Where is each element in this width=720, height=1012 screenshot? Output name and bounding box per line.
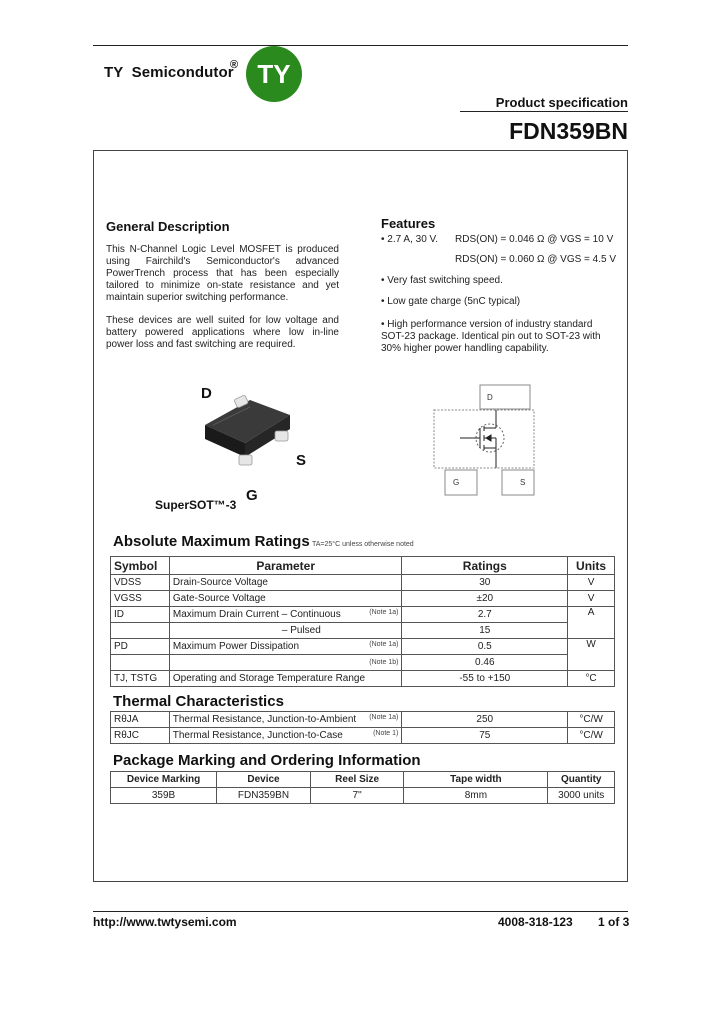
rating-cell: 2.7 <box>402 607 568 623</box>
rating-cell: 0.46 <box>402 655 568 671</box>
logo-text: TY <box>257 59 291 89</box>
note-ref: (Note 1a) <box>369 641 399 648</box>
schematic-gate-box <box>445 470 477 495</box>
table-row <box>111 591 615 607</box>
pin-label-s: S <box>296 452 307 469</box>
parameter-text: Maximum Drain Current – Continuous <box>172 609 341 620</box>
parameter-cell <box>169 607 402 623</box>
feature-rdson-10v: RDS(ON) = 0.046 Ω @ VGS = 10 V <box>455 234 614 245</box>
schematic-label-g: G <box>453 478 460 487</box>
feature-rating: • 2.7 A, 30 V. <box>381 234 439 245</box>
rating-cell: ±20 <box>402 591 568 607</box>
feature-package: • High performance version of industry standard SOT-23 package. Identical pin out to SOT-23 with 30% higher power handling capability. <box>381 319 601 354</box>
package-body <box>205 400 290 457</box>
table-row <box>111 607 615 623</box>
col-ratings: Ratings <box>402 557 568 575</box>
parameter-cell: Operating and Storage Temperature Range <box>169 671 402 687</box>
symbol-cell: VDSS <box>111 575 170 591</box>
reel-size-cell: 7'' <box>310 788 404 804</box>
unit-cell: °C <box>568 671 615 687</box>
symbol-cell: ID <box>111 607 170 623</box>
symbol-cell: RθJC <box>111 728 170 744</box>
abs-max-header-row <box>111 557 615 575</box>
parameter-text: Thermal Resistance, Junction-to-Case <box>172 730 343 741</box>
col-symbol: Symbol <box>111 557 170 575</box>
rating-cell: 250 <box>402 712 568 728</box>
registered-mark: ® <box>230 59 239 71</box>
col-reel-size: Reel Size <box>310 772 404 788</box>
thermal-heading: Thermal Characteristics <box>113 693 284 710</box>
unit-cell: V <box>568 591 615 607</box>
symbol-cell <box>111 655 170 671</box>
feature-switching: • Very fast switching speed. <box>381 275 503 286</box>
abs-max-note: TA=25°C unless otherwise noted <box>312 541 414 548</box>
table-row <box>111 575 615 591</box>
pin-label-g: G <box>246 487 258 504</box>
col-units: Units <box>568 557 615 575</box>
general-description-heading: General Description <box>106 219 230 234</box>
parameter-cell <box>169 712 402 728</box>
tape-width-cell: 8mm <box>404 788 548 804</box>
part-number: FDN359BN <box>509 118 628 144</box>
symbol-cell: VGSS <box>111 591 170 607</box>
rating-cell: 75 <box>402 728 568 744</box>
table-row <box>111 728 615 744</box>
note-ref: (Note 1a) <box>369 609 399 616</box>
rating-cell: 15 <box>402 623 568 639</box>
general-description-p2: These devices are well suited for low voltage and battery powered applications where low in-line power loss and fast switching are required. <box>106 315 339 350</box>
pin-label-d: D <box>201 385 212 402</box>
package-name: SuperSOT™-3 <box>155 498 237 512</box>
table-row <box>111 788 615 804</box>
unit-cell: °C/W <box>568 728 615 744</box>
feature-gate-charge: • Low gate charge (5nC typical) <box>381 296 521 307</box>
parameter-cell: Drain-Source Voltage <box>169 575 402 591</box>
parameter-cell <box>169 639 402 655</box>
parameter-cell <box>169 728 402 744</box>
header-top-rule <box>93 45 628 46</box>
parameter-text: Maximum Power Dissipation <box>172 641 300 652</box>
product-spec-label: Product specification <box>495 95 628 110</box>
ordering-heading: Package Marking and Ordering Information <box>113 752 421 769</box>
thermal-table <box>110 711 615 744</box>
unit-cell: W <box>568 639 615 671</box>
footer-url[interactable]: http://www.twtysemi.com <box>93 915 237 929</box>
general-description-p1: This N-Channel Logic Level MOSFET is produced using Fairchild's Semiconductor's advanced PowerTrench process that has been especially tailored to minimize on-state resistance and yet maintain superior switching performance. <box>106 244 339 303</box>
unit-cell: A <box>568 607 615 639</box>
col-parameter: Parameter <box>169 557 402 575</box>
parameter-cell <box>169 655 402 671</box>
table-row <box>111 655 615 671</box>
schematic-label-s: S <box>520 478 526 487</box>
symbol-cell <box>111 623 170 639</box>
device-marking-cell: 359B <box>111 788 217 804</box>
note-ref: (Note 1a) <box>369 714 399 721</box>
symbol-cell: TJ, TSTG <box>111 671 170 687</box>
header-mid-rule <box>460 111 628 112</box>
note-ref: (Note 1b) <box>369 659 399 666</box>
parameter-cell: – Pulsed <box>169 623 402 639</box>
schematic-label-d: D <box>487 393 493 402</box>
schematic-source-box <box>502 470 534 495</box>
unit-cell: °C/W <box>568 712 615 728</box>
ordering-table <box>110 771 615 804</box>
footer-rule <box>93 911 628 912</box>
feature-rdson-4v5: RDS(ON) = 0.060 Ω @ VGS = 4.5 V <box>455 254 617 265</box>
abs-max-table <box>110 556 615 687</box>
ordering-header-row <box>111 772 615 788</box>
col-device: Device <box>217 772 311 788</box>
table-row <box>111 623 615 639</box>
rating-cell: 30 <box>402 575 568 591</box>
rating-cell: -55 to +150 <box>402 671 568 687</box>
symbol-cell: RθJA <box>111 712 170 728</box>
col-device-marking: Device Marking <box>111 772 217 788</box>
brand-name: TY Semicondutor <box>104 64 234 81</box>
footer-phone: 4008-318-123 <box>498 915 573 929</box>
quantity-cell: 3000 units <box>548 788 615 804</box>
abs-max-heading: Absolute Maximum Ratings <box>113 533 310 550</box>
footer-page: 1 of 3 <box>598 915 630 929</box>
col-quantity: Quantity <box>548 772 615 788</box>
col-tape-width: Tape width <box>404 772 548 788</box>
table-row <box>111 671 615 687</box>
parameter-text: Thermal Resistance, Junction-to-Ambient <box>172 714 357 725</box>
ty-logo <box>246 46 302 102</box>
features-heading: Features <box>381 216 436 231</box>
note-ref: (Note 1) <box>373 730 399 737</box>
symbol-cell: PD <box>111 639 170 655</box>
table-row <box>111 639 615 655</box>
table-row <box>111 712 615 728</box>
mosfet-symbol <box>460 410 504 468</box>
device-cell: FDN359BN <box>217 788 311 804</box>
rating-cell: 0.5 <box>402 639 568 655</box>
parameter-cell: Gate-Source Voltage <box>169 591 402 607</box>
unit-cell: V <box>568 575 615 591</box>
